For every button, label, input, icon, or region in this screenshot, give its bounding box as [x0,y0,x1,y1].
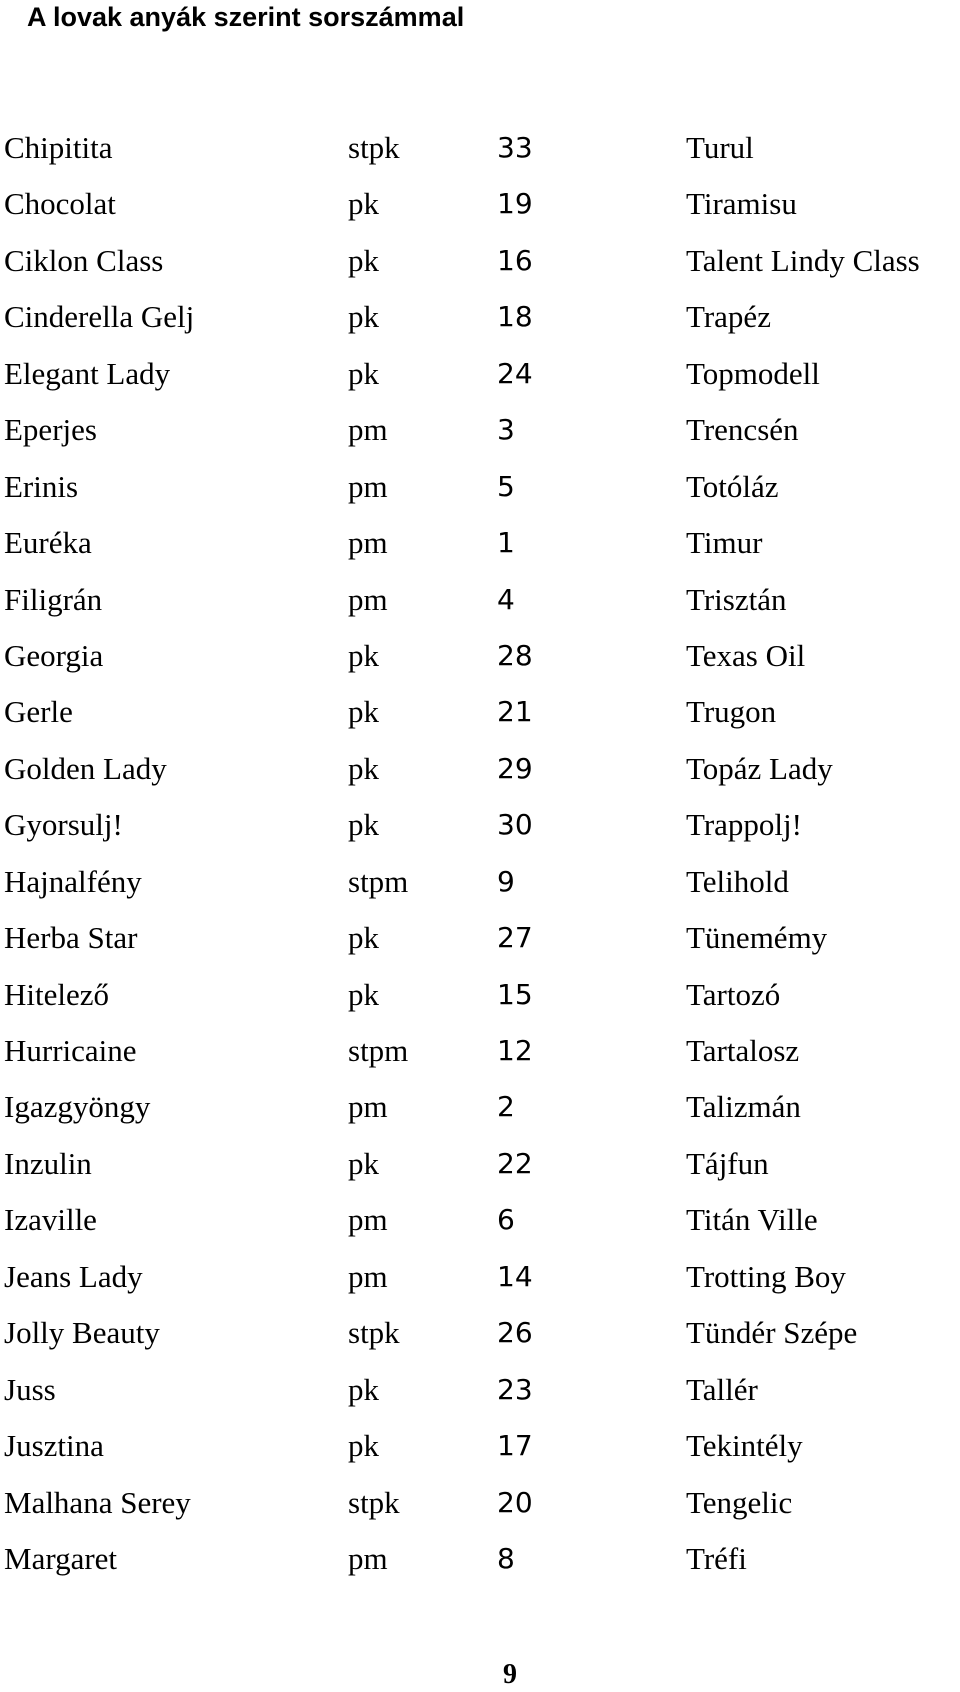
mare-name: Cinderella Gelj [4,299,195,335]
list-item [0,346,960,402]
coat-color: pk [348,920,379,956]
foal-name: Timur [686,525,763,561]
foal-name: Trappolj! [686,807,802,843]
foal-number: 12 [497,1034,533,1067]
foal-number: 9 [497,864,515,898]
list-item [0,1023,960,1079]
coat-color: pk [348,807,379,843]
foal-name: Trencsén [686,412,799,448]
list-item [0,910,960,966]
foal-number: 22 [497,1146,533,1180]
foal-name: Telihold [686,863,789,899]
foal-name: Tekintély [686,1428,803,1464]
mare-name: Izaville [4,1202,97,1238]
list-item [0,289,960,345]
foal-name: Talent Lindy Class [686,242,920,278]
foal-number: 14 [497,1259,533,1293]
foal-number: 2 [497,1090,515,1124]
list-item [0,1192,960,1248]
mare-name: Filigrán [4,581,103,617]
list-item [0,1136,960,1192]
list-item [0,741,960,797]
coat-color: pm [348,1540,388,1576]
coat-color: pk [348,694,379,730]
mare-name: Hitelező [4,976,110,1012]
foal-number: 21 [497,695,533,729]
mare-name: Igazgyöngy [4,1089,151,1125]
foal-name: Tartozó [686,976,781,1012]
mare-name: Inzulin [4,1145,92,1181]
foal-number: 24 [497,356,533,390]
mare-name: Euréka [4,525,92,561]
mare-name: Elegant Lady [4,355,171,391]
coat-color: stpk [348,130,400,165]
foal-name: Trisztán [686,581,787,617]
coat-color: pk [348,186,379,222]
foal-number: 19 [497,187,533,221]
foal-number: 8 [497,1541,515,1575]
list-item [0,120,960,176]
mare-name: Margaret [4,1540,118,1576]
mare-name: Erinis [4,468,79,504]
foal-number: 16 [497,243,533,277]
mare-name: Golden Lady [4,750,167,786]
foal-name: Topmodell [686,355,820,391]
foal-name: Trapéz [686,299,771,335]
mare-name: Eperjes [4,412,97,448]
coat-color: pm [348,412,388,448]
list-item [0,515,960,571]
coat-color: pk [348,637,379,673]
foal-name: Tiramisu [686,186,797,222]
foal-name: Topáz Lady [686,750,833,786]
foal-name: Tréfi [686,1540,747,1576]
coat-color: stpk [348,1484,400,1520]
list-item [0,459,960,515]
coat-color: pm [348,1258,388,1294]
foal-number: 28 [497,638,533,672]
list-item [0,967,960,1023]
foal-number: 23 [497,1372,533,1406]
horse-list [0,120,960,1587]
list-item [0,854,960,910]
list-item [0,797,960,853]
list-item [0,176,960,232]
foal-name: Texas Oil [686,637,806,673]
foal-name: Tartalosz [686,1033,800,1068]
list-item [0,1418,960,1474]
coat-color: stpm [348,863,409,899]
foal-name: Trotting Boy [686,1258,846,1294]
coat-color: stpm [348,1033,409,1068]
coat-color: pk [348,1371,379,1407]
foal-number: 30 [497,808,533,842]
list-item [0,1249,960,1305]
coat-color: pm [348,1202,388,1238]
mare-name: Hajnalfény [4,863,142,899]
coat-color: pk [348,299,379,335]
mare-name: Malhana Serey [4,1484,191,1520]
coat-color: pk [348,976,379,1012]
coat-color: pk [348,750,379,786]
foal-number: 5 [497,469,515,503]
foal-number: 29 [497,751,533,785]
foal-number: 20 [497,1485,533,1519]
coat-color: stpk [348,1315,400,1351]
mare-name: Ciklon Class [4,242,164,278]
mare-name: Herba Star [4,920,138,956]
foal-name: Tengelic [686,1484,793,1520]
coat-color: pm [348,581,388,617]
mare-name: Gerle [4,694,73,730]
page-title: A lovak anyák szerint sorszámmal [27,2,465,32]
foal-number: 1 [497,526,515,560]
coat-color: pk [348,1145,379,1181]
mare-name: Chocolat [4,186,116,222]
mare-name: Jolly Beauty [4,1315,160,1351]
foal-name: Turul [686,130,754,165]
foal-name: Titán Ville [686,1202,818,1238]
mare-name: Juss [4,1371,56,1407]
coat-color: pm [348,468,388,504]
list-item [0,1079,960,1135]
foal-number: 3 [497,413,515,447]
coat-color: pm [348,525,388,561]
foal-name: Tünemémy [686,920,828,956]
list-item [0,1362,960,1418]
list-item [0,684,960,740]
foal-number: 26 [497,1316,533,1350]
mare-name: Jeans Lady [4,1258,143,1294]
mare-name: Hurricaine [4,1033,137,1068]
foal-name: Tündér Szépe [686,1315,858,1351]
foal-number: 4 [497,582,515,616]
list-item [0,1475,960,1531]
coat-color: pk [348,1428,379,1464]
foal-number: 15 [497,977,533,1011]
foal-number: 17 [497,1429,533,1463]
coat-color: pk [348,242,379,278]
coat-color: pk [348,355,379,391]
coat-color: pm [348,1089,388,1125]
list-item [0,233,960,289]
foal-number: 27 [497,921,533,955]
list-item [0,628,960,684]
foal-number: 33 [497,131,533,164]
foal-name: Tájfun [686,1145,769,1181]
foal-name: Totóláz [686,468,779,504]
list-item [0,1531,960,1587]
foal-number: 6 [497,1203,515,1237]
mare-name: Chipitita [4,130,113,165]
page-number: 9 [503,1659,517,1690]
mare-name: Gyorsulj! [4,807,123,843]
list-item [0,572,960,628]
foal-name: Trugon [686,694,777,730]
list-item [0,402,960,458]
mare-name: Georgia [4,637,104,673]
foal-number: 18 [497,300,533,334]
list-item [0,1305,960,1361]
mare-name: Jusztina [4,1428,104,1464]
foal-name: Tallér [686,1371,758,1407]
foal-name: Talizmán [686,1089,801,1125]
